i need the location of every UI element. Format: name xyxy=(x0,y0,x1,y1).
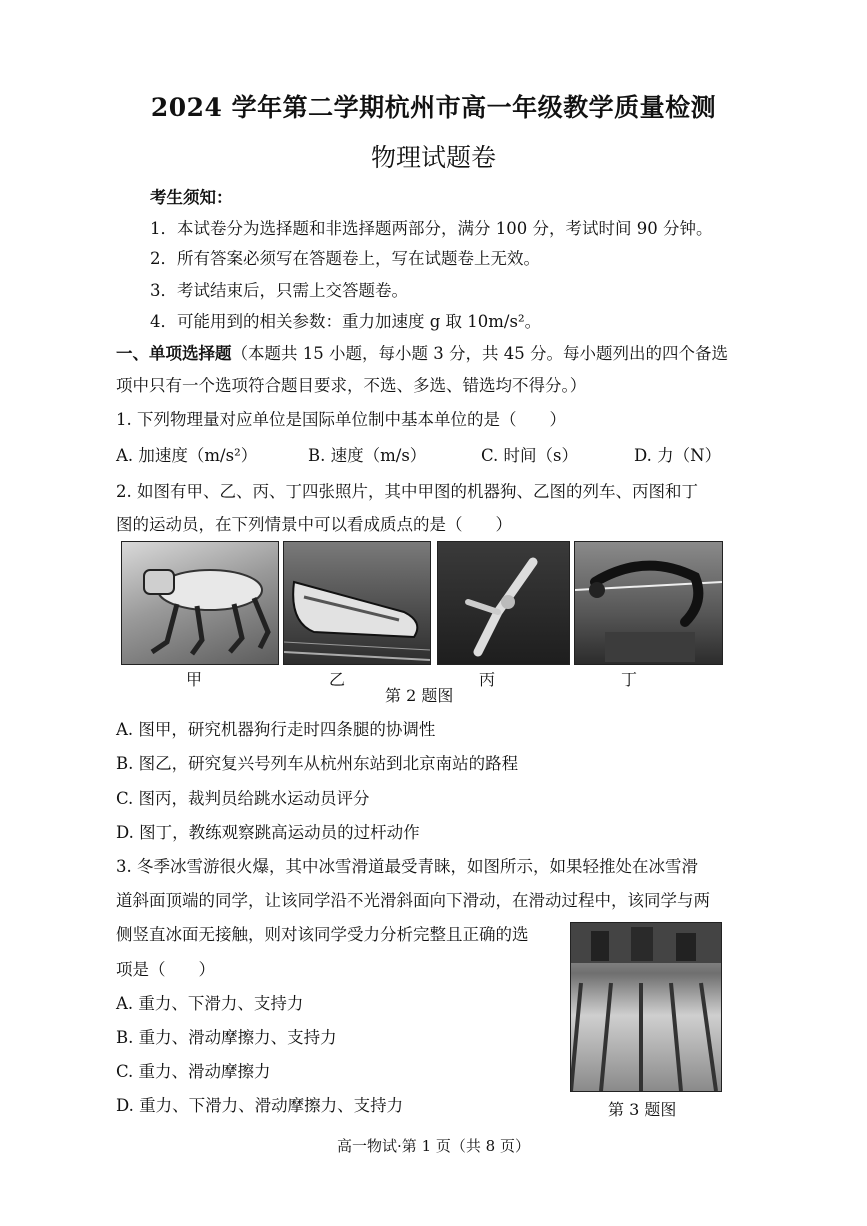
notice-item-1: 1．本试卷分为选择题和非选择题两部分，满分 100 分，考试时间 90 分钟。 xyxy=(150,219,713,238)
exam-title: 2024 学年第二学期杭州市高一年级教学质量检测 xyxy=(150,93,717,122)
q2-figure-caption: 第 2 题图 xyxy=(385,686,454,705)
q2-option-b: B. 图乙，研究复兴号列车从杭州东站到北京南站的路程 xyxy=(116,754,519,773)
page-footer: 高一物试·第 1 页（共 8 页） xyxy=(337,1137,530,1155)
train-sketch xyxy=(284,542,430,664)
section-intro-line-2: 项中只有一个选项符合题目要求，不选、多选、错选均不得分。） xyxy=(116,376,587,395)
q3-option-c: C. 重力、滑动摩擦力 xyxy=(116,1062,271,1081)
photo-ice-slide xyxy=(570,922,722,1092)
photo-robot-dog xyxy=(121,541,279,665)
q2-option-c: C. 图丙，裁判员给跳水运动员评分 xyxy=(116,789,370,808)
q3-stem-line-3: 侧竖直冰面无接触，则对该同学受力分析完整且正确的选 xyxy=(116,925,529,944)
photo-label-bing: 丙 xyxy=(479,670,496,689)
q1-option-a: A. 加速度（m/s²） xyxy=(116,446,258,465)
photo-label-jia: 甲 xyxy=(186,670,203,689)
notice-item-4: 4．可能用到的相关参数：重力加速度 g 取 10m/s²。 xyxy=(150,312,542,331)
q2-stem-line-1: 2. 如图有甲、乙、丙、丁四张照片，其中甲图的机器狗、乙图的列车、丙图和丁 xyxy=(116,482,698,501)
q3-option-d: D. 重力、下滑力、滑动摩擦力、支持力 xyxy=(116,1096,404,1115)
photo-high-jumper xyxy=(574,541,723,665)
q3-option-a: A. 重力、下滑力、支持力 xyxy=(116,994,304,1013)
q3-stem-line-1: 3. 冬季冰雪游很火爆，其中冰雪滑道最受青睐，如图所示，如果轻推处在冰雪滑 xyxy=(116,857,698,876)
photo-train xyxy=(283,541,431,665)
q3-figure-caption: 第 3 题图 xyxy=(608,1100,677,1119)
photo-label-ding: 丁 xyxy=(621,670,638,689)
notice-item-2: 2．所有答案必须写在答题卷上，写在试题卷上无效。 xyxy=(150,249,540,268)
q2-stem-line-2: 图的运动员，在下列情景中可以看成质点的是（ ） xyxy=(116,515,512,534)
q3-stem-line-2: 道斜面顶端的同学，让该同学沿不光滑斜面向下滑动，在滑动过程中，该同学与两 xyxy=(116,891,710,910)
diver-sketch xyxy=(438,542,569,664)
photo-label-yi: 乙 xyxy=(329,670,346,689)
ice-slide-sketch xyxy=(571,923,721,1091)
q1-stem: 1. 下列物理量对应单位是国际单位制中基本单位的是（ ） xyxy=(116,410,566,429)
notice-item-3: 3．考试结束后，只需上交答题卷。 xyxy=(150,281,408,300)
notice-heading: 考生须知： xyxy=(150,188,233,207)
section-intro-line-1 xyxy=(116,340,728,364)
section-intro-text: （本题共 15 小题，每小题 3 分，共 45 分。每小题列出的四个备选 xyxy=(231,344,728,363)
high-jumper-sketch xyxy=(575,542,722,664)
q1-option-c: C. 时间（s） xyxy=(481,446,578,465)
robot-dog-sketch xyxy=(122,542,278,664)
q3-option-b: B. 重力、滑动摩擦力、支持力 xyxy=(116,1028,337,1047)
q2-option-d: D. 图丁，教练观察跳高运动员的过杆动作 xyxy=(116,823,420,842)
photo-diver xyxy=(437,541,570,665)
q1-option-b: B. 速度（m/s） xyxy=(308,446,427,465)
q3-stem-line-4: 项是（ ） xyxy=(116,960,215,979)
section-heading: 一、单项选择题 xyxy=(116,344,232,363)
q2-option-a: A. 图甲，研究机器狗行走时四条腿的协调性 xyxy=(116,720,436,739)
exam-subtitle: 物理试题卷 xyxy=(370,143,496,172)
q1-option-d: D. 力（N） xyxy=(634,446,722,465)
